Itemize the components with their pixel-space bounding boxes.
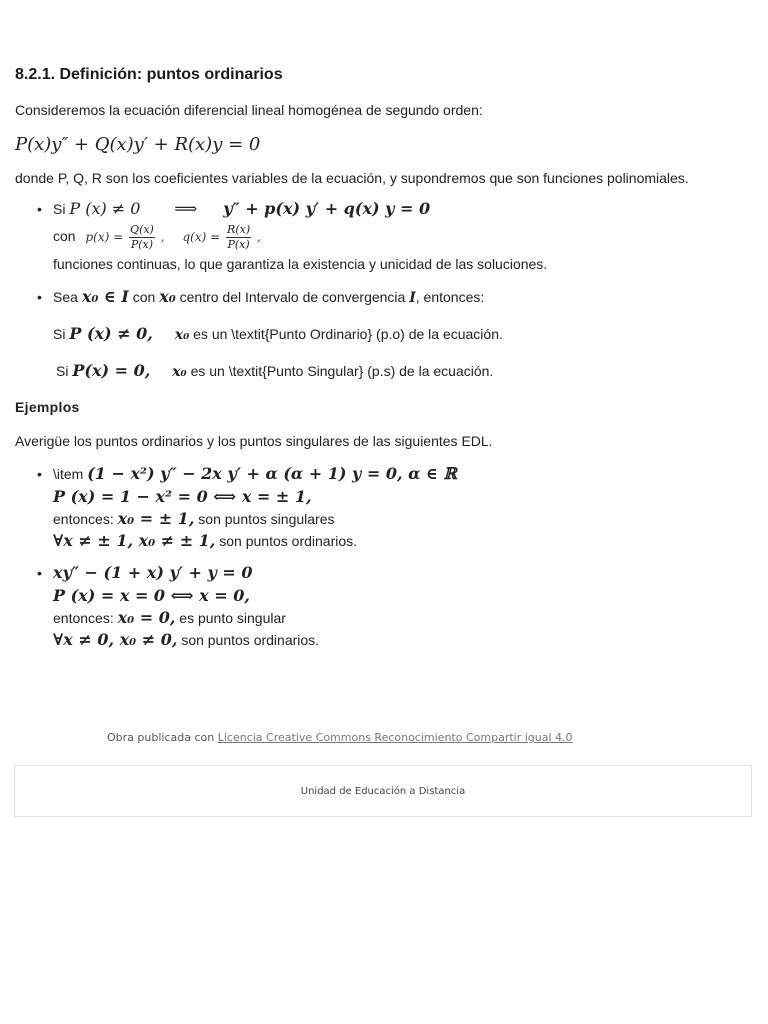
p-numerator: Q(x)	[130, 222, 154, 236]
bullet-marker: •	[37, 201, 42, 217]
legendre-equation: (1 − x²) y″ − 2x y′ + α (α + 1) y = 0, α ∈ ℝ	[87, 464, 457, 483]
license-link[interactable]: Licencia Creative Commons Reconocimiento Compartir igual 4.0	[217, 731, 573, 744]
example-equation: xy″ − (1 + x) y′ + y = 0	[53, 563, 253, 582]
si-label: Si	[53, 326, 66, 342]
end-comma: ,	[257, 230, 261, 244]
bullet-marker: •	[37, 565, 42, 581]
interval-symbol: I	[409, 290, 416, 306]
ordinary-points-math: ∀x ≠ 0, x₀ ≠ 0,	[53, 630, 178, 649]
p-lhs: p(x) =	[85, 230, 124, 244]
x0-symbol: x₀	[174, 327, 190, 343]
x0-symbol: x₀	[172, 364, 187, 380]
ordinary-points-text: son puntos ordinarios.	[181, 632, 320, 648]
credit-text: Obra publicada con	[107, 731, 215, 744]
item-prefix: \item	[53, 466, 84, 482]
x0-symbol: x₀	[159, 287, 176, 306]
continuity-text: funciones continuas, lo que garantiza la existencia y unicidad de las soluciones.	[53, 256, 548, 272]
sea-label: Sea	[53, 289, 78, 305]
line-gap	[53, 347, 753, 359]
separator: ,	[160, 230, 165, 244]
line-gap	[53, 310, 753, 322]
entonces-label: entonces:	[53, 511, 114, 527]
bullet-marker: •	[37, 289, 42, 305]
list-spacer	[53, 276, 753, 285]
license-credit	[107, 731, 573, 744]
normalized-equation: y″ + p(x) y′ + q(x) y = 0	[223, 199, 431, 218]
singular-point-math: x₀ = 0,	[117, 608, 176, 627]
x0-in-I: x₀ ∈ I	[81, 287, 129, 306]
description-paragraph: donde P, Q, R son los coeficientes variables de la ecuación, y supondremos que son funciones polinomiales.	[15, 170, 689, 186]
implies-symbol: ⟹	[174, 199, 198, 218]
list-item	[37, 197, 753, 276]
condition-math: P (x) ≠ 0	[69, 199, 141, 218]
p-zero-equation: P (x) = x = 0 ⟺ x = 0,	[53, 586, 250, 605]
si-label: Si	[53, 201, 66, 217]
q-lhs: q(x) =	[182, 230, 221, 244]
definition-list	[15, 197, 753, 384]
q-numerator: R(x)	[227, 222, 251, 236]
main-equation: P(x)y″ + Q(x)y′ + R(x)y = 0	[15, 134, 261, 155]
singular-points-math: x₀ = ± 1,	[117, 509, 195, 528]
singular-point-text: es punto singular	[179, 610, 286, 626]
si-label: Si	[56, 363, 69, 379]
q-fraction	[226, 223, 251, 252]
intro-paragraph: Consideremos la ecuación diferencial lineal homogénea de segundo orden:	[15, 102, 483, 118]
article-content	[15, 64, 753, 651]
examples-heading: Ejemplos	[15, 399, 80, 415]
singular-points-text: son puntos singulares	[198, 511, 335, 527]
section-title: 8.2.1. Definición: puntos ordinarios	[15, 66, 283, 83]
ordinary-points-math: ∀x ≠ ± 1, x₀ ≠ ± 1,	[53, 531, 216, 550]
con-text: con	[132, 289, 156, 305]
institution-name: Unidad de Educación a Distancia	[300, 785, 466, 797]
list-item	[37, 462, 753, 552]
examples-list	[15, 462, 753, 651]
p-fraction	[129, 223, 155, 252]
list-item	[37, 285, 753, 384]
p-denominator: P(x)	[130, 237, 154, 251]
p-zero-equation: P (x) = 1 − x² = 0 ⟺ x = ± 1,	[53, 487, 312, 506]
entonces-text: , entonces:	[415, 289, 485, 305]
bullet-marker: •	[37, 466, 42, 482]
q-denominator: P(x)	[227, 237, 250, 251]
list-item	[37, 561, 753, 651]
footer-institution-box	[14, 765, 752, 817]
ordinary-result: es un \textit{Punto Ordinario} (p.o) de la ecuación.	[193, 326, 503, 342]
examples-intro: Averigüe los puntos ordinarios y los puntos singulares de las siguientes EDL.	[15, 433, 493, 449]
ordinary-condition: P (x) ≠ 0,	[69, 324, 153, 343]
con-label: con	[53, 228, 76, 244]
singular-condition: P(x) = 0,	[72, 361, 151, 380]
center-text: centro del Intervalo de convergencia	[179, 289, 406, 305]
list-spacer	[53, 552, 753, 561]
entonces-label: entonces:	[53, 610, 114, 626]
ordinary-points-text: son puntos ordinarios.	[219, 533, 358, 549]
singular-result: es un \textit{Punto Singular} (p.s) de la ecuación.	[190, 363, 494, 379]
